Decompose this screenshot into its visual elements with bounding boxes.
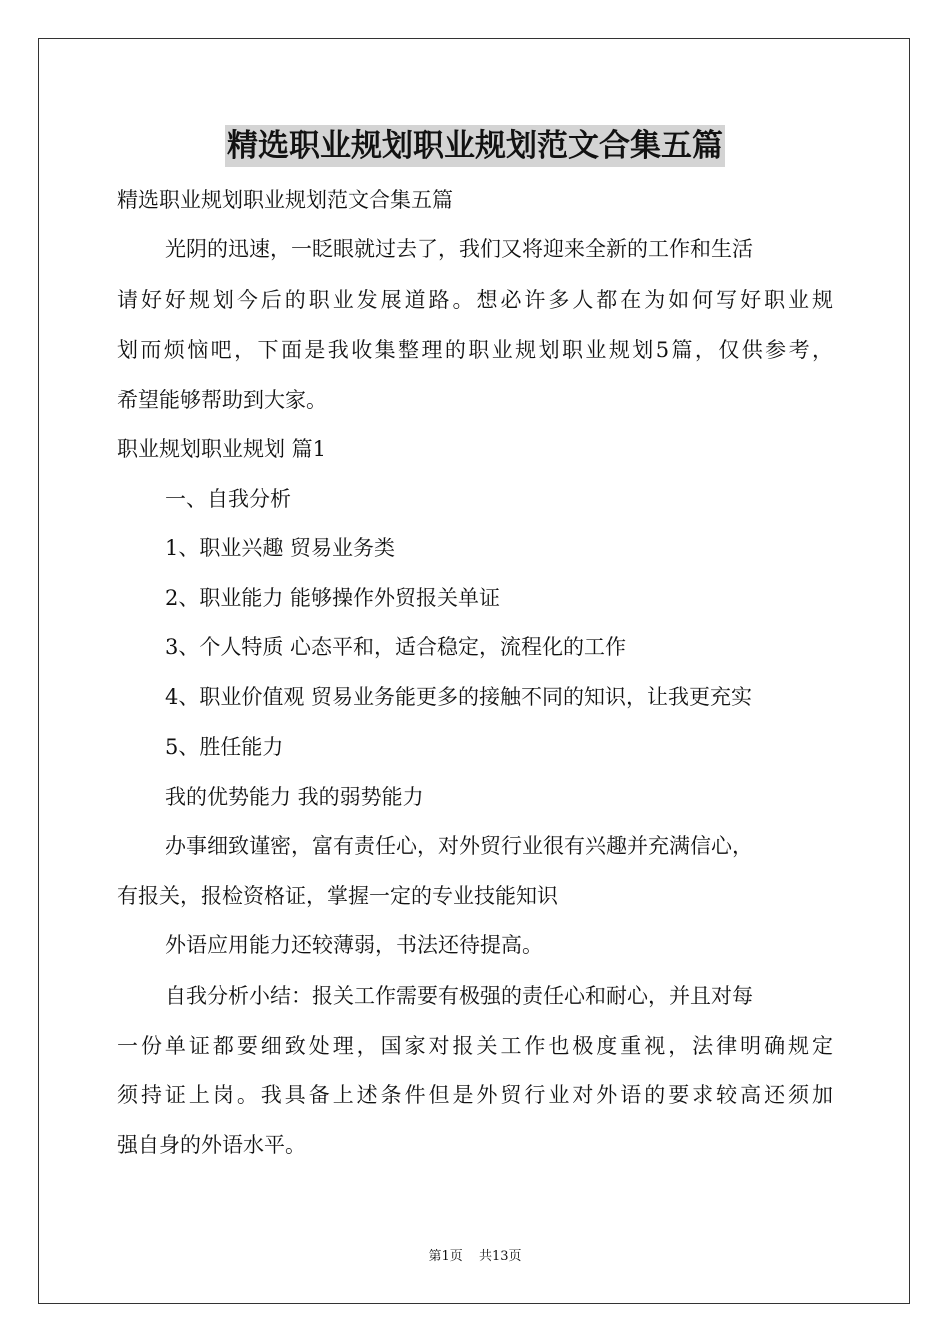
page-number-current: 第1页	[428, 1249, 463, 1264]
document-subtitle: 精选职业规划职业规划范文合集五篇	[117, 188, 453, 212]
outline-item: 4、职业价值观 贸易业务能更多的接触不同的知识，让我更充实	[165, 685, 753, 709]
page-number-total: 共13页	[478, 1249, 522, 1264]
document-title: 精选职业规划职业规划范文合集五篇	[225, 125, 725, 167]
outline-item: 一、自我分析	[165, 487, 291, 511]
summary-line-1: 自我分析小结：报关工作需要有极强的责任心和耐心，并且对每	[165, 984, 753, 1008]
outline-item: 我的优势能力 我的弱势能力	[165, 785, 424, 809]
page-border	[38, 38, 910, 1304]
strengths-line-2: 有报关，报检资格证，掌握一定的专业技能知识	[117, 884, 558, 908]
intro-line-4: 希望能够帮助到大家。	[117, 388, 327, 412]
summary-line-3: 须持证上岗。我具备上述条件但是外贸行业对外语的要求较高还须加	[117, 1083, 833, 1107]
outline-item: 1、职业兴趣 贸易业务类	[165, 536, 396, 560]
intro-line-3: 划而烦恼吧，下面是我收集整理的职业规划职业规划5篇，仅供参考，	[117, 338, 833, 362]
intro-line-2: 请好好规划今后的职业发展道路。想必许多人都在为如何写好职业规	[117, 288, 833, 312]
outline-item: 3、个人特质 心态平和，适合稳定，流程化的工作	[165, 635, 627, 659]
outline-item: 5、胜任能力	[165, 735, 284, 759]
section-heading: 职业规划职业规划 篇1	[117, 437, 327, 461]
summary-line-2: 一份单证都要细致处理，国家对报关工作也极度重视，法律明确规定	[117, 1034, 833, 1058]
title-wrap	[0, 125, 950, 167]
strengths-line-1: 办事细致谨密，富有责任心，对外贸行业很有兴趣并充满信心，	[165, 834, 753, 858]
outline-item: 2、职业能力 能够操作外贸报关单证	[165, 586, 501, 610]
intro-line-1: 光阴的迅速，一眨眼就过去了，我们又将迎来全新的工作和生活	[165, 237, 753, 261]
weakness-line: 外语应用能力还较薄弱，书法还待提高。	[165, 933, 543, 957]
summary-line-4: 强自身的外语水平。	[117, 1133, 306, 1157]
page-footer	[0, 1248, 950, 1266]
